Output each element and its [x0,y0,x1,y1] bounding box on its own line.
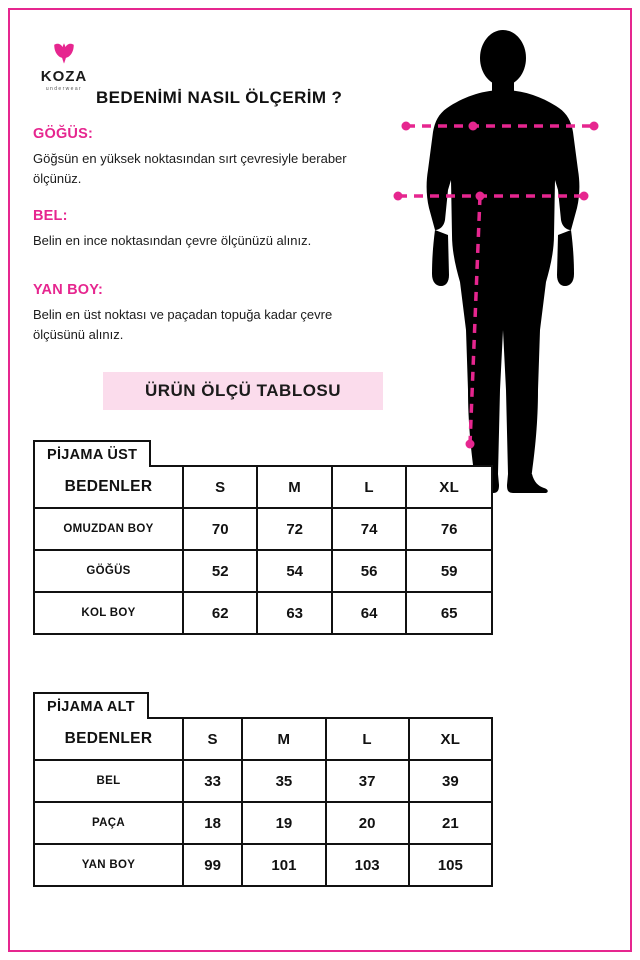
table-row [34,844,492,886]
brand-logo [22,40,106,92]
cell-value: 70 [183,508,257,550]
cell-value: 64 [332,592,406,634]
size-column-s: S [183,466,257,508]
cell-value: 37 [326,760,409,802]
table-header-label: BEDENLER [34,718,183,760]
cell-value: 54 [257,550,331,592]
measurement-text: Belin en üst noktası ve paçadan topuğa kadar çevre ölçüsünü alınız. [33,307,333,343]
table-header-row [34,466,492,508]
row-label: PAÇA [34,802,183,844]
cell-value: 62 [183,592,257,634]
product-size-table-banner [103,372,383,410]
measurement-title: YAN BOY: [33,282,104,298]
measurement-title: BEL: [33,208,68,224]
cell-value: 35 [242,760,325,802]
cell-value: 105 [409,844,492,886]
cell-value: 19 [242,802,325,844]
table-row [34,508,492,550]
cell-value: 76 [406,508,492,550]
table-row [34,550,492,592]
size-column-xl: XL [409,718,492,760]
size-column-l: L [326,718,409,760]
table-tag: PİJAMA ALT [33,692,149,719]
cell-value: 74 [332,508,406,550]
measurement-text: Belin en ince noktasından çevre ölçünüzü alınız. [33,233,312,248]
cell-value: 56 [332,550,406,592]
size-table [33,717,493,887]
cell-value: 39 [409,760,492,802]
measurement-text: Göğsün en yüksek noktasından sırt çevresiyle beraber ölçünüz. [33,151,347,187]
cell-value: 21 [409,802,492,844]
table-row [34,592,492,634]
measurement-block-chest [33,126,383,189]
row-label: KOL BOY [34,592,183,634]
cell-value: 65 [406,592,492,634]
row-label: BEL [34,760,183,802]
row-label: GÖĞÜS [34,550,183,592]
table-tag: PİJAMA ÜST [33,440,151,467]
cell-value: 63 [257,592,331,634]
banner-label: ÜRÜN ÖLÇÜ TABLOSU [144,381,342,400]
size-table-pajama-top [33,440,493,635]
table-header-row [34,718,492,760]
size-column-m: M [257,466,331,508]
size-column-l: L [332,466,406,508]
measurement-title: GÖĞÜS: [33,126,94,142]
cell-value: 72 [257,508,331,550]
size-table [33,465,493,635]
measurement-block-side-length [33,282,383,345]
cell-value: 33 [183,760,242,802]
page-title: BEDENİMİ NASIL ÖLÇERİM ? [96,88,343,107]
cell-value: 99 [183,844,242,886]
cell-value: 52 [183,550,257,592]
measurement-block-waist [33,208,383,251]
cell-value: 20 [326,802,409,844]
row-label: OMUZDAN BOY [34,508,183,550]
tulip-logo-icon [51,40,77,66]
male-body-silhouette [388,30,618,500]
cell-value: 18 [183,802,242,844]
cell-value: 101 [242,844,325,886]
table-row [34,802,492,844]
row-label: YAN BOY [34,844,183,886]
table-row [34,760,492,802]
brand-name: KOZA [40,68,88,85]
table-header-label: BEDENLER [34,466,183,508]
cell-value: 59 [406,550,492,592]
size-column-m: M [242,718,325,760]
cell-value: 103 [326,844,409,886]
size-column-xl: XL [406,466,492,508]
size-table-pajama-bottom [33,692,493,887]
size-column-s: S [183,718,242,760]
brand-tagline: underwear [45,86,83,92]
